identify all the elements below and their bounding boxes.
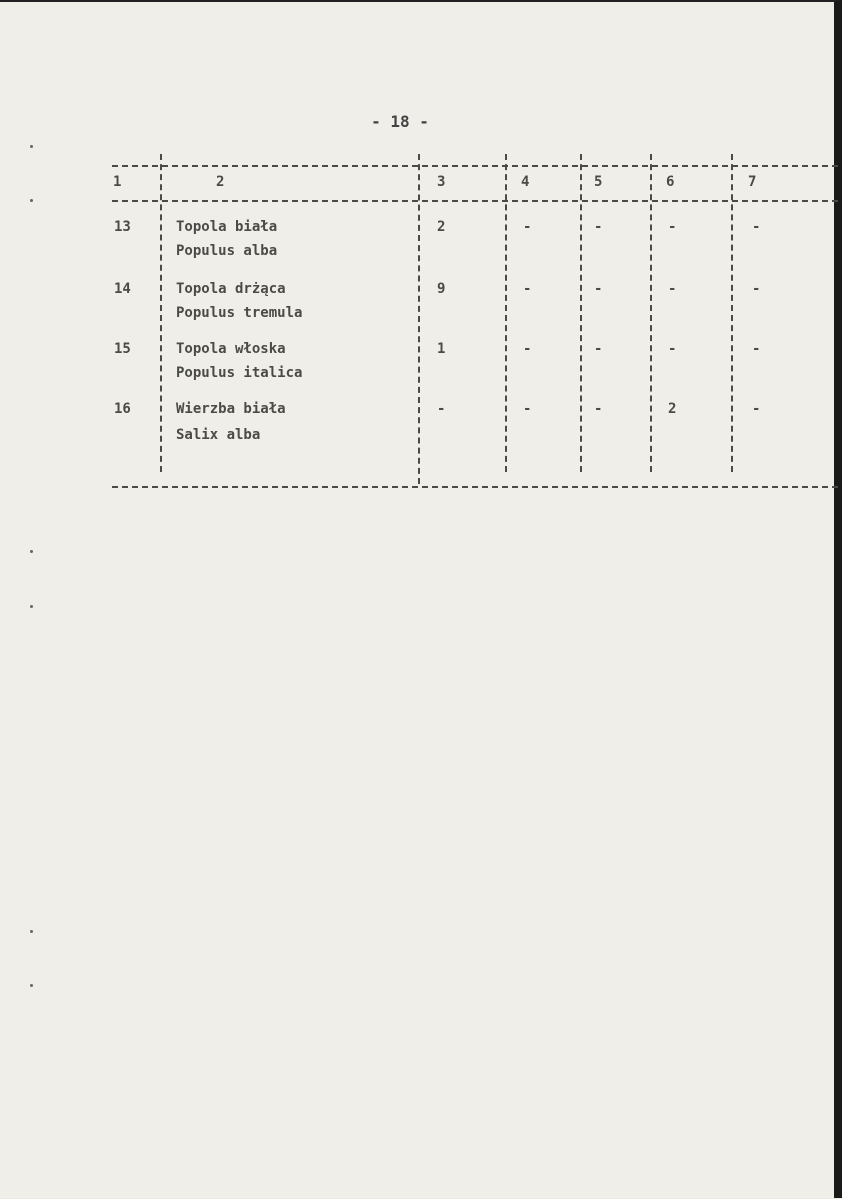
species-name-polish: Topola biała [176,219,278,235]
species-name-polish: Topola włoska [176,341,286,357]
column-divider [580,154,582,472]
column-divider [418,154,420,484]
table-cell: - [668,281,677,297]
species-name-latin: Salix alba [176,427,261,443]
table-cell: - [523,401,532,417]
column-divider [505,154,507,472]
header-rule [112,200,838,202]
row-number: 16 [114,401,131,417]
column-divider [650,154,652,472]
row-number: 15 [114,341,131,357]
header-cell: 6 [666,174,675,190]
header-cell: 4 [521,174,530,190]
row-number: 13 [114,219,131,235]
table-cell: - [752,219,761,235]
margin-mark [30,605,33,608]
header-cell: 5 [594,174,603,190]
table-cell: - [523,219,532,235]
species-name-latin: Populus italica [176,365,303,381]
table-cell: - [523,281,532,297]
table-cell: - [752,281,761,297]
table-cell: - [594,401,603,417]
header-cell: 1 [113,174,122,190]
table-cell: - [668,219,677,235]
header-cell: 2 [216,174,225,190]
table-cell: - [668,341,677,357]
table-cell: - [594,341,603,357]
margin-mark [30,199,33,202]
margin-mark [30,145,33,148]
table-cell: - [594,281,603,297]
table-cell: - [752,341,761,357]
table-cell: 2 [668,401,677,417]
margin-mark [30,550,33,553]
table-cell: 9 [437,281,446,297]
species-name-latin: Populus alba [176,243,278,259]
page-number: - 18 - [371,112,429,131]
table-cell: 1 [437,341,446,357]
margin-mark [30,984,33,987]
table-cell: - [594,219,603,235]
header-cell: 7 [748,174,757,190]
species-name-polish: Topola drżąca [176,281,286,297]
table-top-rule [112,165,838,167]
header-cell: 3 [437,174,446,190]
table-bottom-rule [112,486,838,488]
row-number: 14 [114,281,131,297]
species-name-latin: Populus tremula [176,305,303,321]
table-cell: - [523,341,532,357]
column-divider [160,154,162,472]
species-name-polish: Wierzba biała [176,401,286,417]
column-divider [731,154,733,472]
table-cell: 2 [437,219,446,235]
margin-mark [30,930,33,933]
table-cell: - [437,401,446,417]
table-cell: - [752,401,761,417]
